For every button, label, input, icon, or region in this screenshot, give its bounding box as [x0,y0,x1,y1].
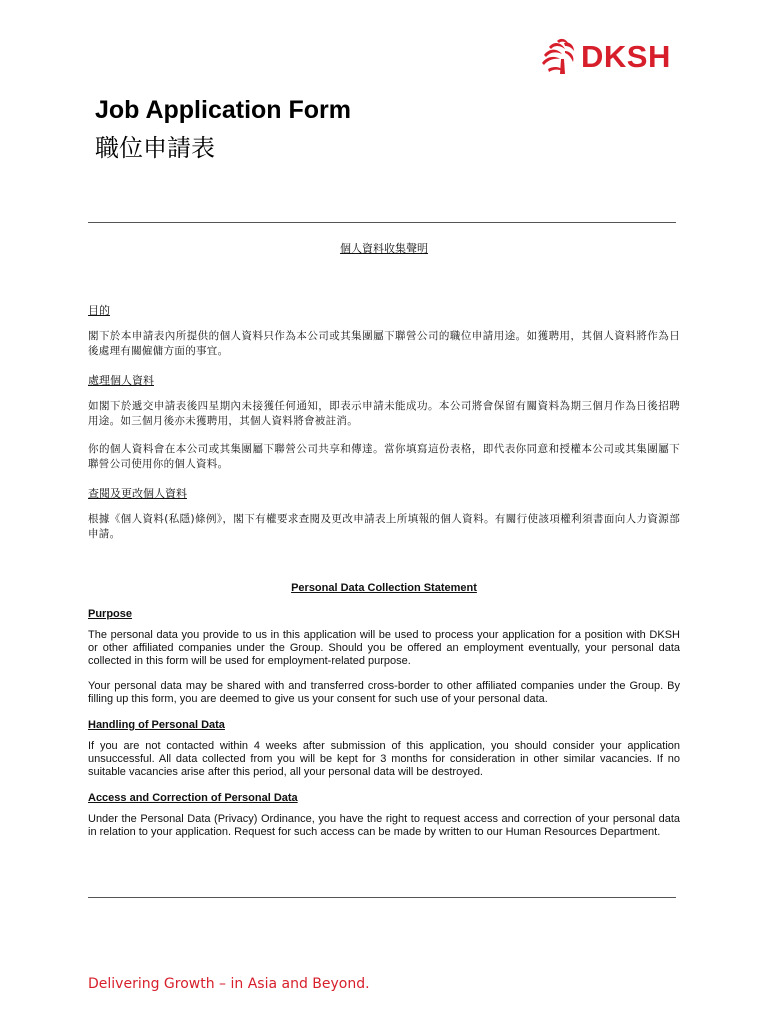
zh-handling-text-2: 你的個人資料會在本公司或其集團屬下聯營公司共享和傳達。當你填寫這份表格，即代表你同意和授權本公司或其集團屬下聯營公司使用你的個人資料。 [88,443,680,470]
zh-access-heading: 查閱及更改個人資料 [88,487,187,500]
document-body [88,240,680,839]
bottom-divider [88,897,676,898]
zh-purpose-text: 閣下於本申請表內所提供的個人資料只作為本公司或其集團屬下聯營公司的職位申請用途。如獲聘用，其個人資料將作為日後處理有關僱傭方面的事宜。 [88,330,680,357]
en-statement-heading: Personal Data Collection Statement [291,582,477,594]
en-purpose-text: The personal data you provide to us in this application will be used to process your application for a position with DKSH or other affiliated companies under the Group. Should you be offered an employment eventually, your personal data collected in this form will be used for employment-related purpose. [88,629,680,667]
en-access-heading: Access and Correction of Personal Data [88,792,298,804]
zh-access-text: 根據《個人資料(私隱)條例》，閣下有權要求查閱及更改申請表上所填報的個人資料。有關行使該項權利須書面向人力資源部申請。 [88,513,680,540]
top-divider [88,222,676,223]
zh-statement-heading: 個人資料收集聲明 [340,242,428,255]
zh-handling-text-1: 如閣下於遞交申請表後四星期內未接獲任何通知，即表示申請未能成功。本公司將會保留有關資料為期三個月作為日後招聘用途。如三個月後亦未獲聘用，其個人資料將會被註消。 [88,400,680,427]
en-handling-heading: Handling of Personal Data [88,719,225,731]
dksh-logo [538,33,688,77]
page-title: Job Application Form [95,96,352,124]
en-purpose-text-2: Your personal data may be shared with and transferred cross-border to other affiliated companies under the Group. By filling up this form, you are deemed to give us your consent for such use of your personal data. [88,680,680,705]
en-handling-text: If you are not contacted within 4 weeks after submission of this application, you should consider your application unsuccessful. All data collected from you will be kept for 3 months for consideration in other similar vacancies. If no suitable vacancies arise after this period, all your personal data will be destroyed. [88,740,680,778]
page-title-chinese: 職位申請表 [95,134,215,162]
en-purpose-heading: Purpose [88,608,133,620]
zh-purpose-heading: 目的 [88,304,110,317]
dksh-logo-icon [538,33,580,77]
footer-slogan: Delivering Growth – in Asia and Beyond. [88,976,370,992]
en-access-text: Under the Personal Data (Privacy) Ordinance, you have the right to request access and correction of your personal data in relation to your application. Request for such access can be made by written to our Human Resources Department. [88,813,680,838]
english-statement [88,582,680,839]
logo-wordmark: DKSH [581,39,671,74]
zh-handling-heading: 處理個人資料 [88,374,154,387]
chinese-statement [88,240,680,542]
